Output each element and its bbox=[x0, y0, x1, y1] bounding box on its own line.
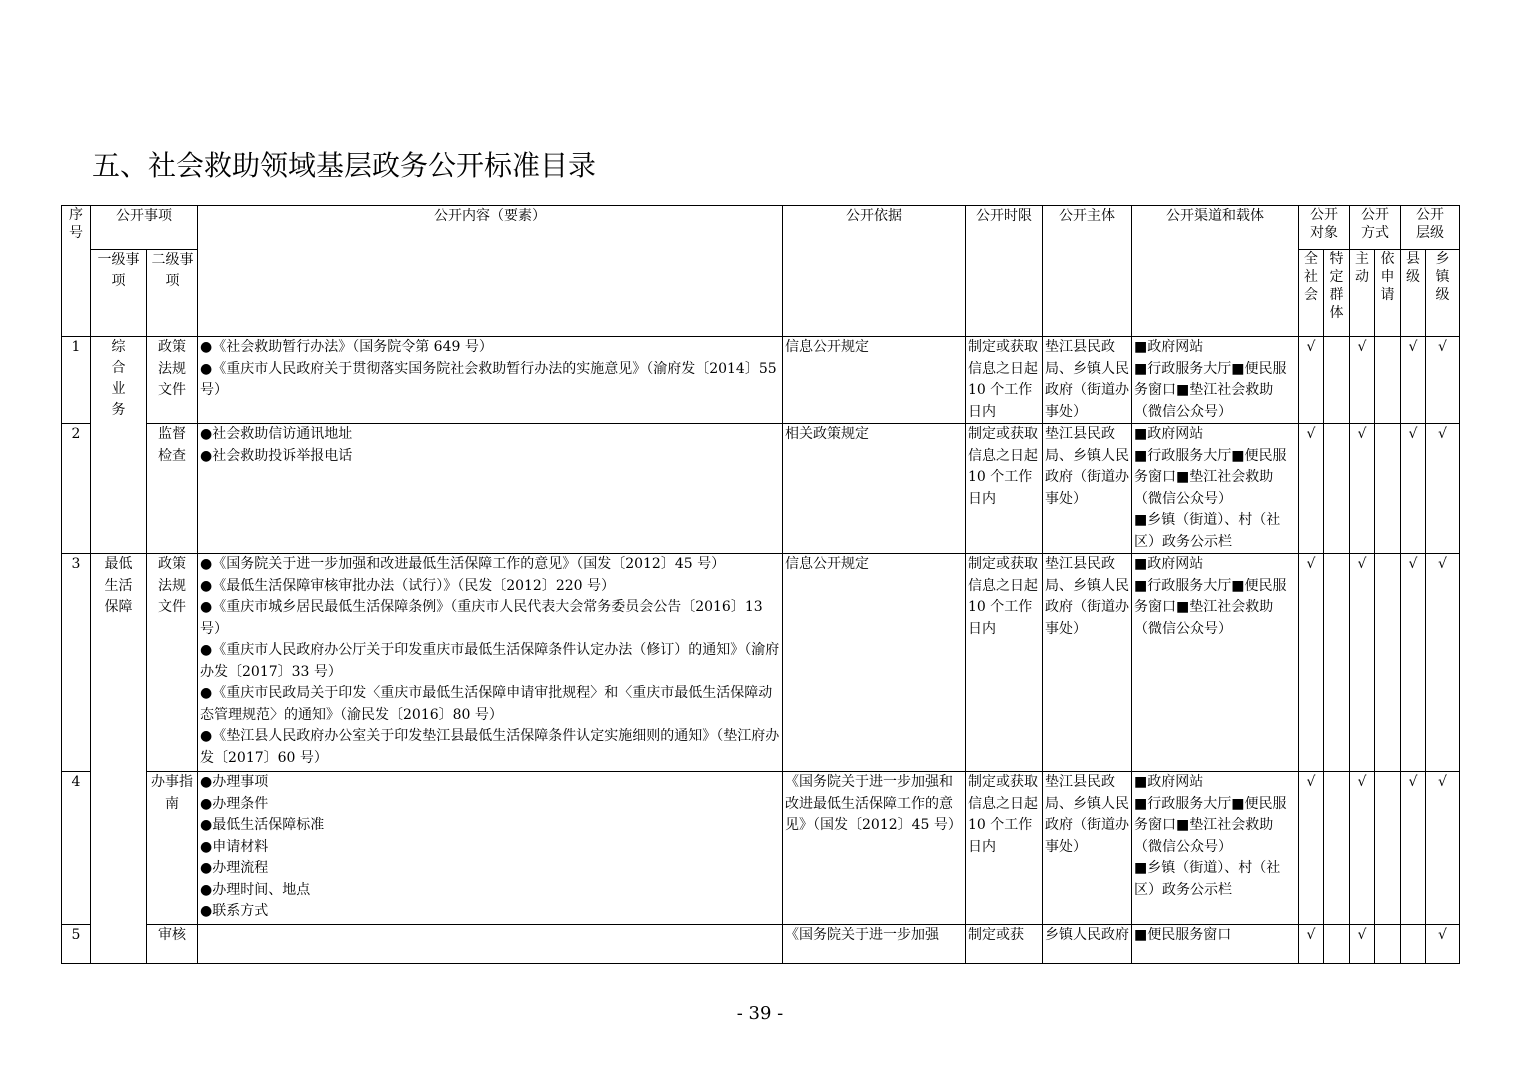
row-subject: 垫江县民政局、乡镇人民政府（街道办事处） bbox=[1043, 337, 1132, 424]
row-content: ●社会救助信访通讯地址 ●社会救助投诉举报电话 bbox=[198, 424, 783, 554]
header-subject: 公开主体 bbox=[1043, 206, 1132, 337]
row-basis: 信息公开规定 bbox=[783, 554, 966, 772]
row-seq: 1 bbox=[62, 337, 91, 424]
row-deadline: 制定或获取信息之日起 10 个工作日内 bbox=[966, 424, 1043, 554]
row-seq: 3 bbox=[62, 554, 91, 772]
table-row bbox=[62, 424, 1460, 554]
table-row bbox=[62, 772, 1460, 925]
header-level-town: 乡镇级 bbox=[1426, 250, 1460, 337]
check-target-all: √ bbox=[1299, 424, 1324, 554]
row-subject: 垫江县民政局、乡镇人民政府（街道办事处） bbox=[1043, 554, 1132, 772]
table-row bbox=[62, 337, 1460, 424]
table-row bbox=[62, 925, 1460, 964]
row-level2: 办事指南 bbox=[147, 772, 198, 925]
row-basis: 信息公开规定 bbox=[783, 337, 966, 424]
check-target-all: √ bbox=[1299, 337, 1324, 424]
row-channel: ■政府网站 ■行政服务大厅■便民服务窗口■垫江社会救助（微信公众号） ■乡镇（街道）、村（社区）政务公示栏 bbox=[1132, 424, 1299, 554]
header-items: 公开事项 bbox=[91, 206, 198, 250]
check-method-active: √ bbox=[1350, 337, 1375, 424]
header-method-active: 主动 bbox=[1350, 250, 1375, 337]
row-level2: 政策法规文件 bbox=[147, 337, 198, 424]
check-level-town: √ bbox=[1426, 337, 1460, 424]
check-target-group bbox=[1324, 554, 1350, 772]
check-method-active: √ bbox=[1350, 424, 1375, 554]
row-content: ●《国务院关于进一步加强和改进最低生活保障工作的意见》（国发〔2012〕45 号） ●《最低生活保障审核审批办法（试行）》（民发〔2012〕220 号） ●《重庆市城乡居民最低生活保障条例》（重庆市人民代表大会常务委员会公告〔2016〕13 号） ●《重庆市人民政府办公厅关于印发重庆市最低生活保障条件认定办法（修订）的通知》（渝府办发〔2017〕33 号） ●《重庆市民政局关于印发〈重庆市最低生活保障申请审批规程〉和〈重庆市最低生活保障动态管理规范〉的通知》（渝民发〔2016〕80 号） ●《垫江县人民政府办公室关于印发垫江县最低生活保障条件认定实施细则的通知》（垫江府办发〔2017〕60 号） bbox=[198, 554, 783, 772]
row-level2: 政策法规文件 bbox=[147, 554, 198, 772]
row-basis: 相关政策规定 bbox=[783, 424, 966, 554]
row-content: ●《社会救助暂行办法》（国务院令第 649 号） ●《重庆市人民政府关于贯彻落实国务院社会救助暂行办法的实施意见》（渝府发〔2014〕55 号） bbox=[198, 337, 783, 424]
row-basis: 《国务院关于进一步加强和改进最低生活保障工作的意见》（国发〔2012〕45 号） bbox=[783, 772, 966, 925]
page-title: 五、社会救助领域基层政务公开标准目录 bbox=[92, 149, 597, 182]
row-level1: 最低生活保障 bbox=[91, 554, 147, 964]
row-deadline: 制定或获取信息之日起 10 个工作日内 bbox=[966, 772, 1043, 925]
row-deadline: 制定或获取信息之日起 10 个工作日内 bbox=[966, 337, 1043, 424]
header-level1: 一级事项 bbox=[91, 250, 147, 337]
check-method-apply bbox=[1375, 772, 1401, 925]
check-target-group bbox=[1324, 337, 1350, 424]
check-level-town: √ bbox=[1426, 925, 1460, 964]
header-method: 公开方式 bbox=[1350, 206, 1401, 250]
check-method-active: √ bbox=[1350, 772, 1375, 925]
check-target-all: √ bbox=[1299, 554, 1324, 772]
header-channel: 公开渠道和载体 bbox=[1132, 206, 1299, 337]
header-target-all: 全社会 bbox=[1299, 250, 1324, 337]
check-target-all: √ bbox=[1299, 772, 1324, 925]
row-channel: ■便民服务窗口 bbox=[1132, 925, 1299, 964]
header-content: 公开内容（要素） bbox=[198, 206, 783, 337]
row-channel: ■政府网站 ■行政服务大厅■便民服务窗口■垫江社会救助（微信公众号） bbox=[1132, 554, 1299, 772]
check-level-county: √ bbox=[1401, 424, 1426, 554]
header-seq: 序号 bbox=[62, 206, 91, 337]
header-level: 公开层级 bbox=[1401, 206, 1460, 250]
page-number: - 39 - bbox=[736, 1003, 784, 1024]
row-level2: 监督检查 bbox=[147, 424, 198, 554]
check-target-all: √ bbox=[1299, 925, 1324, 964]
header-target-group: 特定群体 bbox=[1324, 250, 1350, 337]
row-subject: 垫江县民政局、乡镇人民政府（街道办事处） bbox=[1043, 772, 1132, 925]
header-level2: 二级事项 bbox=[147, 250, 198, 337]
check-level-county bbox=[1401, 925, 1426, 964]
row-content: ●办理事项 ●办理条件 ●最低生活保障标准 ●申请材料 ●办理流程 ●办理时间、地点 ●联系方式 bbox=[198, 772, 783, 925]
check-target-group bbox=[1324, 424, 1350, 554]
check-level-county: √ bbox=[1401, 772, 1426, 925]
check-method-apply bbox=[1375, 554, 1401, 772]
row-channel: ■政府网站 ■行政服务大厅■便民服务窗口■垫江社会救助（微信公众号） bbox=[1132, 337, 1299, 424]
row-deadline: 制定或获取信息之日起 10 个工作日内 bbox=[966, 554, 1043, 772]
row-basis: 《国务院关于进一步加强 bbox=[783, 925, 966, 964]
table-row bbox=[62, 554, 1460, 772]
row-channel: ■政府网站 ■行政服务大厅■便民服务窗口■垫江社会救助（微信公众号） ■乡镇（街道）、村（社区）政务公示栏 bbox=[1132, 772, 1299, 925]
check-method-apply bbox=[1375, 424, 1401, 554]
row-level2: 审核 bbox=[147, 925, 198, 964]
row-deadline: 制定或获 bbox=[966, 925, 1043, 964]
check-target-group bbox=[1324, 772, 1350, 925]
check-level-town: √ bbox=[1426, 424, 1460, 554]
check-level-town: √ bbox=[1426, 772, 1460, 925]
check-target-group bbox=[1324, 925, 1350, 964]
row-seq: 5 bbox=[62, 925, 91, 964]
row-seq: 4 bbox=[62, 772, 91, 925]
catalog-table bbox=[61, 205, 1460, 964]
header-method-apply: 依申请 bbox=[1375, 250, 1401, 337]
row-subject: 垫江县民政局、乡镇人民政府（街道办事处） bbox=[1043, 424, 1132, 554]
row-subject: 乡镇人民政府 bbox=[1043, 925, 1132, 964]
header-level-county: 县级 bbox=[1401, 250, 1426, 337]
check-level-county: √ bbox=[1401, 337, 1426, 424]
check-level-town: √ bbox=[1426, 554, 1460, 772]
check-method-apply bbox=[1375, 337, 1401, 424]
header-target: 公开对象 bbox=[1299, 206, 1350, 250]
check-method-active: √ bbox=[1350, 554, 1375, 772]
check-method-apply bbox=[1375, 925, 1401, 964]
row-level1: 综合业务 bbox=[91, 337, 147, 554]
check-level-county: √ bbox=[1401, 554, 1426, 772]
check-method-active: √ bbox=[1350, 925, 1375, 964]
header-deadline: 公开时限 bbox=[966, 206, 1043, 337]
row-seq: 2 bbox=[62, 424, 91, 554]
row-content bbox=[198, 925, 783, 964]
header-basis: 公开依据 bbox=[783, 206, 966, 337]
